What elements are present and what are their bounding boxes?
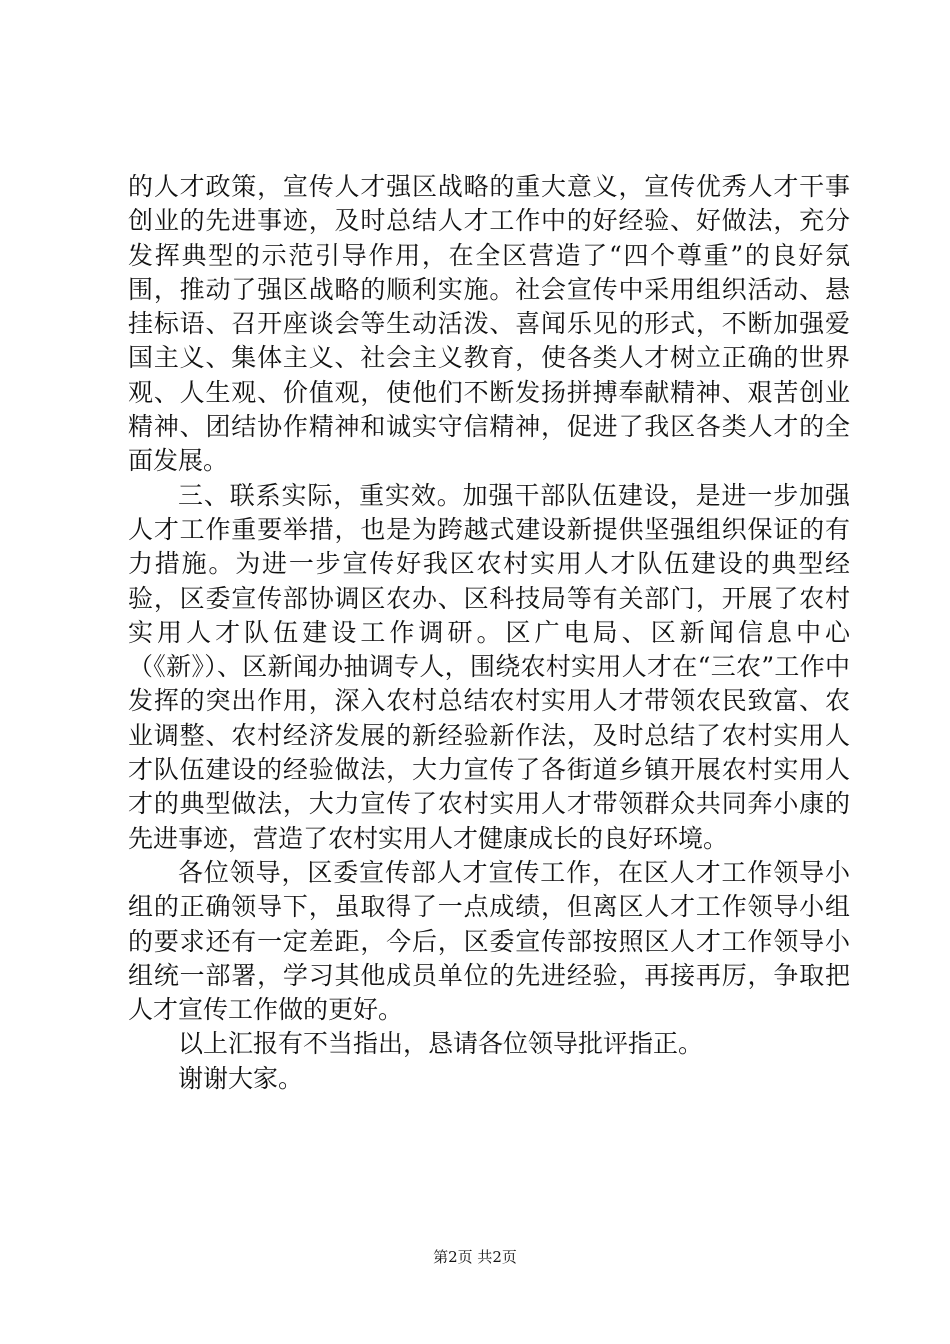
page-number-footer: 第2页 共2页 — [433, 1248, 517, 1266]
body-paragraph-continued: 的人才政策，宣传人才强区战略的重大意义，宣传优秀人才干事创业的先进事迹，及时总结人才工作中的好经验、好做法，充分发挥典型的示范引导作用，在全区营造了“四个尊重”的良好氛围，推动了强区战略的顺利实施。社会宣传中采用组织活动、悬挂标语、召开座谈会等生动活泼、喜闻乐见的形式，不断加强爱国主义、集体主义、社会主义教育，使各类人才树立正确的世界观、人生观、价值观，使他们不断发扬拼搏奉献精神、艰苦创业精神、团结协作精神和诚实守信精神，促进了我区各类人才的全面发展。 — [128, 172, 850, 476]
body-paragraph-section-three: 三、联系实际，重实效。加强干部队伍建设，是进一步加强人才工作重要举措，也是为跨越式建设新提供坚强组织保证的有力措施。为进一步宣传好我区农村实用人才队伍建设的典型经验，区委宣传部协调区农办、区科技局等有关部门，开展了农村实用人才队伍建设工作调研。区广电局、区新闻信息中心（《新》）、区新闻办抽调专人，围绕农村实用人才在“三农”工作中发挥的突出作用，深入农村总结农村实用人才带领农民致富、农业调整、农村经济发展的新经验新作法，及时总结了农村实用人才队伍建设的经验做法，大力宣传了各街道乡镇开展农村实用人才的典型做法，大力宣传了农村实用人才带领群众共同奔小康的先进事迹，营造了农村实用人才健康成长的良好环境。 — [128, 480, 850, 853]
body-paragraph-conclusion: 各位领导，区委宣传部人才宣传工作，在区人才工作领导小组的正确领导下，虽取得了一点成绩，但离区人才工作领导小组的要求还有一定差距，今后，区委宣传部按照区人才工作领导小组统一部署，学习其他成员单位的先进经验，再接再厉，争取把人才宣传工作做的更好。 — [128, 857, 850, 1025]
body-paragraph-request: 以上汇报有不当指出，恳请各位领导批评指正。 — [178, 1029, 704, 1059]
document-body — [128, 170, 850, 1096]
body-paragraph-thanks: 谢谢大家。 — [178, 1063, 304, 1093]
